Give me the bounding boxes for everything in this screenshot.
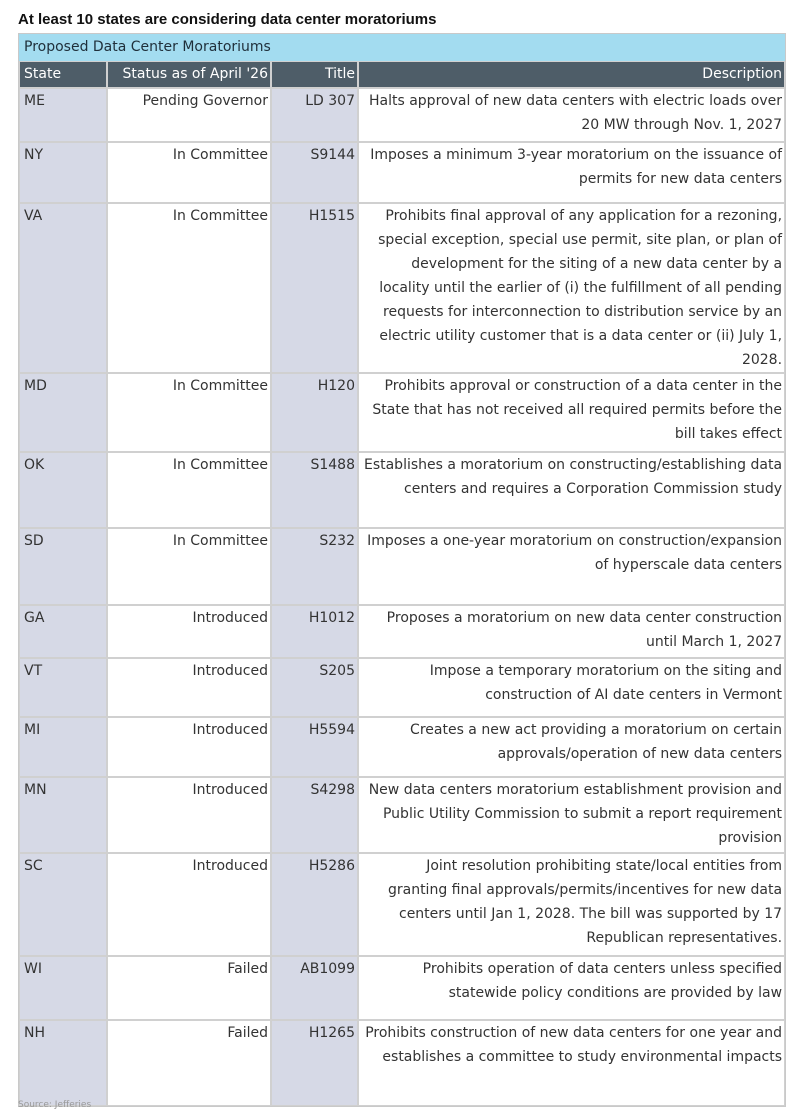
state-cell: ME <box>19 88 107 142</box>
desc-cell: Prohibits final approval of any application for a rezoning, special exception, special use permit, site plan, or plan of development for the siting of a new data center by a locality until the earlier of (i) the fulfillment of all pending requests for interconnection to distribution service by an electric utility customer that is a data center or (ii) July 1, 2028. <box>358 203 785 373</box>
column-header-title: Title <box>271 61 358 88</box>
title-cell: S232 <box>271 528 358 605</box>
state-cell: SC <box>19 853 107 956</box>
moratorium-table <box>18 33 786 1107</box>
title-cell: S1488 <box>271 452 358 528</box>
desc-cell: Impose a temporary moratorium on the siting and construction of AI date centers in Vermont <box>358 658 785 717</box>
title-cell: S205 <box>271 658 358 717</box>
table-row <box>19 717 785 777</box>
desc-cell: Halts approval of new data centers with electric loads over 20 MW through Nov. 1, 2027 <box>358 88 785 142</box>
status-cell: Introduced <box>107 658 271 717</box>
table-row <box>19 528 785 605</box>
title-cell: H120 <box>271 373 358 452</box>
table-caption: Proposed Data Center Moratoriums <box>19 34 785 61</box>
table-row <box>19 373 785 452</box>
table-row <box>19 203 785 373</box>
desc-cell: Joint resolution prohibiting state/local entities from granting final approvals/permits/incentives for new data centers until Jan 1, 2028. The bill was supported by 17 Republican representatives. <box>358 853 785 956</box>
title-cell: H5286 <box>271 853 358 956</box>
status-cell: Introduced <box>107 605 271 658</box>
state-cell: NY <box>19 142 107 203</box>
state-cell: SD <box>19 528 107 605</box>
table-row <box>19 956 785 1020</box>
title-cell: LD 307 <box>271 88 358 142</box>
title-cell: AB1099 <box>271 956 358 1020</box>
status-cell: In Committee <box>107 203 271 373</box>
table-row <box>19 658 785 717</box>
state-cell: VA <box>19 203 107 373</box>
status-cell: Failed <box>107 1020 271 1106</box>
column-header-state: State <box>19 61 107 88</box>
status-cell: In Committee <box>107 373 271 452</box>
status-cell: In Committee <box>107 528 271 605</box>
table-row <box>19 605 785 658</box>
state-cell: OK <box>19 452 107 528</box>
column-header-status: Status as of April '26 <box>107 61 271 88</box>
table-row <box>19 1020 785 1106</box>
desc-cell: Prohibits construction of new data centers for one year and establishes a committee to study environmental impacts <box>358 1020 785 1106</box>
status-cell: Introduced <box>107 777 271 853</box>
desc-cell: Establishes a moratorium on constructing/establishing data centers and requires a Corporation Commission study <box>358 452 785 528</box>
title-cell: H1265 <box>271 1020 358 1106</box>
title-cell: H5594 <box>271 717 358 777</box>
status-cell: Introduced <box>107 717 271 777</box>
state-cell: GA <box>19 605 107 658</box>
state-cell: MI <box>19 717 107 777</box>
desc-cell: Proposes a moratorium on new data center construction until March 1, 2027 <box>358 605 785 658</box>
state-cell: WI <box>19 956 107 1020</box>
status-cell: Pending Governor <box>107 88 271 142</box>
desc-cell: Creates a new act providing a moratorium on certain approvals/operation of new data centers <box>358 717 785 777</box>
title-cell: H1515 <box>271 203 358 373</box>
desc-cell: New data centers moratorium establishment provision and Public Utility Commission to submit a report requirement provision <box>358 777 785 853</box>
status-cell: In Committee <box>107 142 271 203</box>
status-cell: Failed <box>107 956 271 1020</box>
state-cell: MD <box>19 373 107 452</box>
table-row <box>19 853 785 956</box>
status-cell: Introduced <box>107 853 271 956</box>
state-cell: MN <box>19 777 107 853</box>
status-cell: In Committee <box>107 452 271 528</box>
state-cell: VT <box>19 658 107 717</box>
desc-cell: Prohibits operation of data centers unless specified statewide policy conditions are provided by law <box>358 956 785 1020</box>
desc-cell: Prohibits approval or construction of a data center in the State that has not received all required permits before the bill takes effect <box>358 373 785 452</box>
desc-cell: Imposes a one-year moratorium on construction/expansion of hyperscale data centers <box>358 528 785 605</box>
title-cell: S4298 <box>271 777 358 853</box>
title-cell: S9144 <box>271 142 358 203</box>
title-cell: H1012 <box>271 605 358 658</box>
desc-cell: Imposes a minimum 3-year moratorium on the issuance of permits for new data centers <box>358 142 785 203</box>
headline: At least 10 states are considering data center moratoriums <box>18 11 437 28</box>
table-row <box>19 777 785 853</box>
table-row <box>19 88 785 142</box>
table-row <box>19 142 785 203</box>
source-footnote: Source: Jefferies <box>18 1100 92 1110</box>
header-row <box>19 61 785 88</box>
column-header-description: Description <box>358 61 785 88</box>
state-cell: NH <box>19 1020 107 1106</box>
table-body <box>19 88 785 1106</box>
table-row <box>19 452 785 528</box>
